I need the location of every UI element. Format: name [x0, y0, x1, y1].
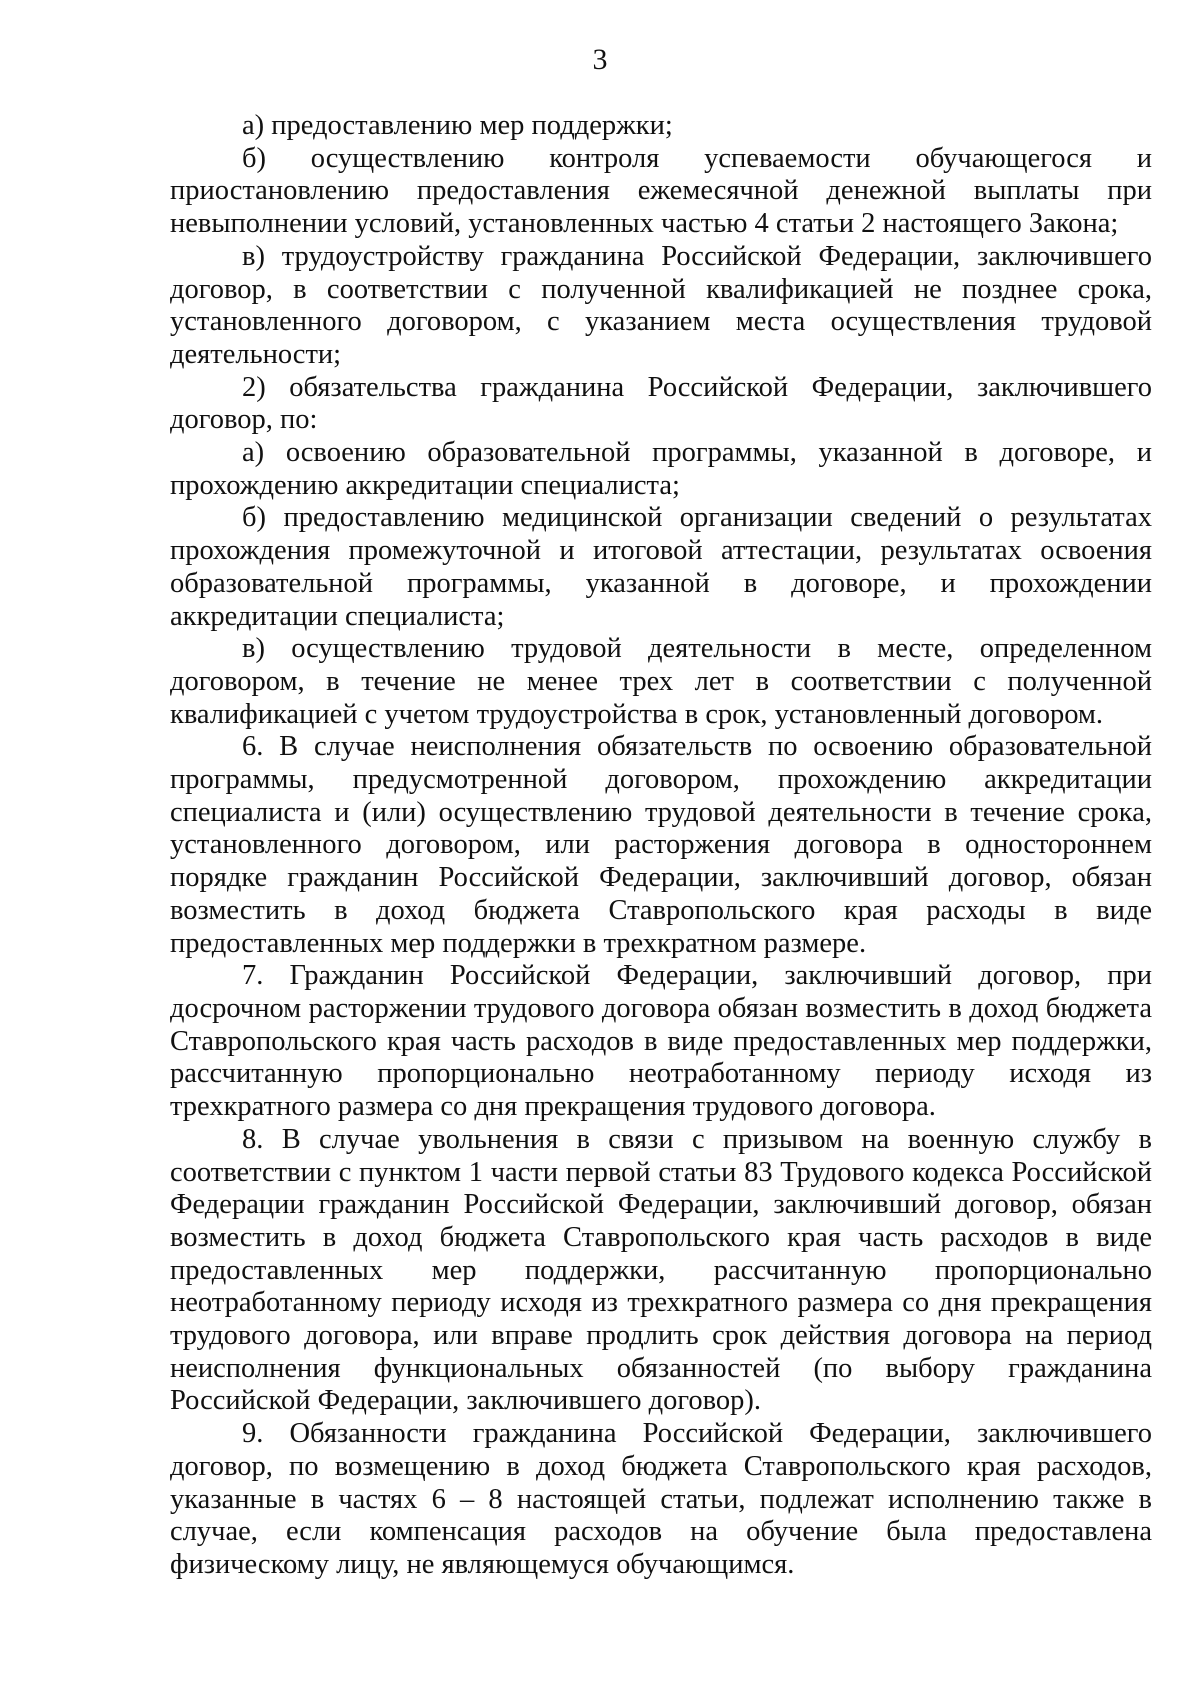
document-body [170, 110, 1152, 1582]
paragraph-item-v-work-activity: в) осуществлению трудовой деятельности в месте, определенном договором, в течение не менее трех лет в соответствии с полученной квалификацией с учетом трудоустройства в срок, установленный договором. [170, 633, 1152, 730]
paragraph-item-v-employment: в) трудоустройству гражданина Российской Федерации, заключившего договор, в соответствии с полученной квалификацией не позднее срока, установленного договором, с указанием места осуществления трудовой деятельности; [170, 240, 1152, 370]
paragraph-item-b-progress-control: б) осуществлению контроля успеваемости обучающегося и приостановлению предоставления ежемесячной денежной выплаты при невыполнении условий, установленных частью 4 статьи 2 настоящего Закона; [170, 142, 1152, 240]
paragraph-part-9: 9. Обязанности гражданина Российской Федерации, заключившего договор, по возмещению в доход бюджета Ставропольского края расходов, указанные в частях 6 – 8 настоящей статьи, подлежат исполнению также в случае, если компенсация расходов на обучение была предоставлена физическому лицу, не являющемуся обучающимся. [170, 1418, 1152, 1580]
paragraph-point-2-obligations: 2) обязательства гражданина Российской Федерации, заключившего договор, по: [170, 371, 1152, 436]
paragraph-item-a-support-measures: а) предоставлению мер поддержки; [242, 110, 673, 141]
paragraph-part-7: 7. Гражданин Российской Федерации, заключивший договор, при досрочном расторжении трудового договора обязан возместить в доход бюджета Ставропольского края часть расходов в виде предоставленных мер поддержки, рассчитанную пропорционально неотработанному периоду исходя из трехкратного размера со дня прекращения трудового договора. [170, 960, 1152, 1123]
paragraph-part-8: 8. В случае увольнения в связи с призывом на военную службу в соответствии с пунктом 1 части первой статьи 83 Трудового кодекса Российской Федерации гражданин Российской Федерации, заключивший договор, обязан возместить в доход бюджета Ставропольского края часть расходов в виде предоставленных мер поддержки, рассчитанную пропорционально неотработанному периоду исходя из трехкратного размера со дня прекращения трудового договора, или вправе продлить срок действия договора на период неисполнения функциональных обязанностей (по выбору гражданина Российской Федерации, заключившего договор). [170, 1123, 1152, 1417]
paragraph-item-a-program-mastery: а) освоению образовательной программы, указанной в договоре, и прохождению аккредитации специалиста; [170, 437, 1152, 501]
page-number: 3 [592, 43, 608, 76]
paragraph-item-b-attestation-info: б) предоставлению медицинской организации сведений о результатах прохождения промежуточной и итоговой аттестации, результатах освоения образовательной программы, указанной в договоре, и прохождении аккредитации специалиста; [170, 502, 1152, 632]
paragraph-part-6: 6. В случае неисполнения обязательств по освоению образовательной программы, предусмотренной договором, прохождению аккредитации специалиста и (или) осуществлению трудовой деятельности в течение срока, установленного договором, или расторжения договора в одностороннем порядке гражданин Российской Федерации, заключивший договор, обязан возместить в доход бюджета Ставропольского края расходы в виде предоставленных мер поддержки в трехкратном размере. [170, 731, 1152, 959]
